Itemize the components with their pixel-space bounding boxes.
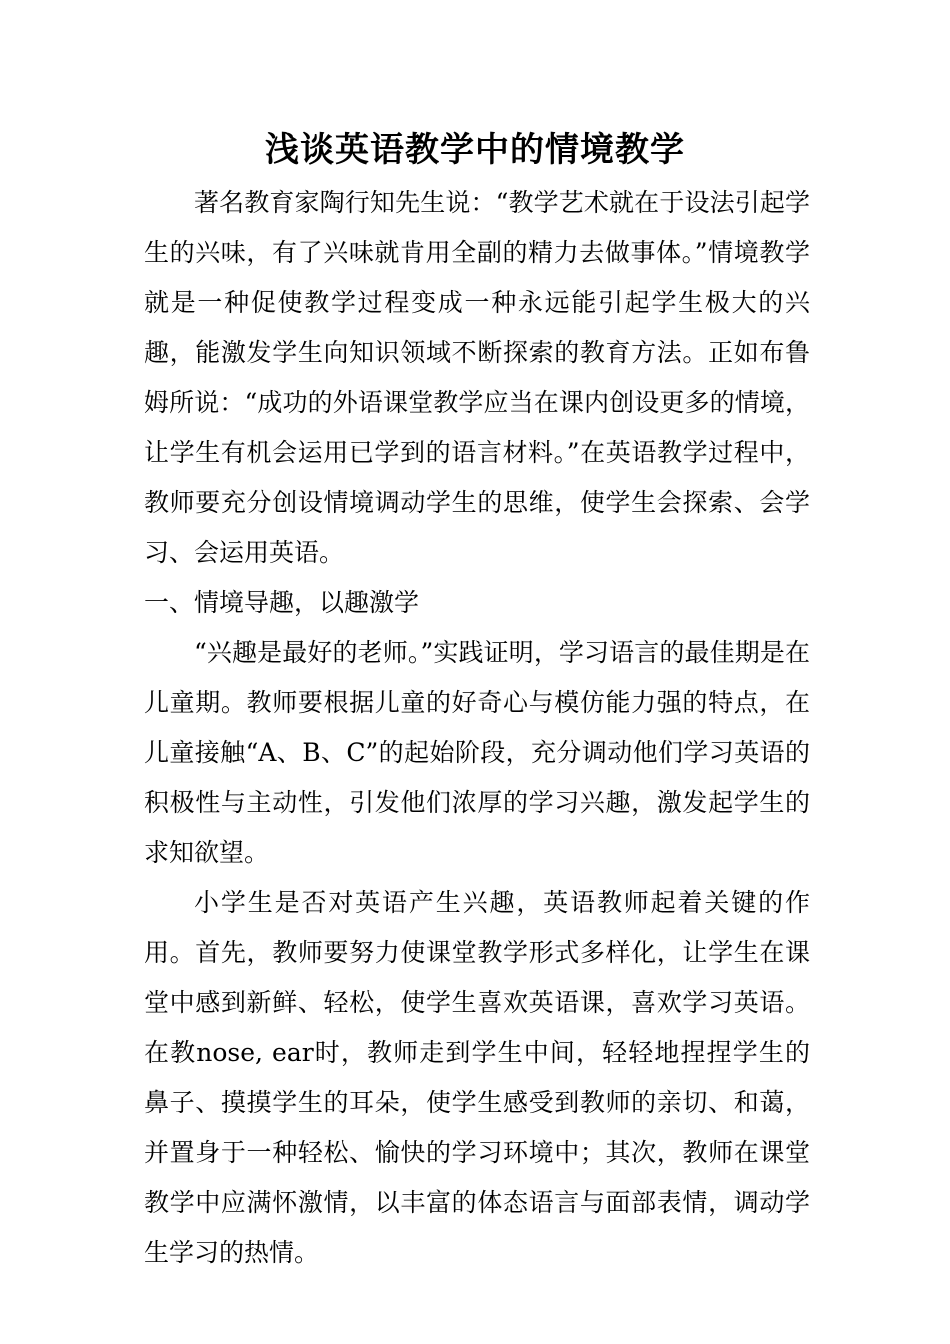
paragraph-intro: 著名教育家陶行知先生说：“教学艺术就在于设法引起学生的兴味，有了兴味就肯用全副的精力去做事体。”情境教学就是一种促使教学过程变成一种永远能引起学生极大的兴趣，能激发学生向知识领域不断探索的教育方法。正如布鲁姆所说：“成功的外语课堂教学应当在课内创设更多的情境，让学生有机会运用已学到的语言材料。”在英语教学过程中，教师要充分创设情境调动学生的思维，使学生会探索、会学习、会运用英语。 [144, 188, 810, 567]
paragraph-teacher-role: 小学生是否对英语产生兴趣，英语教师起着关键的作用。首先，教师要努力使课堂教学形式多样化，让学生在课堂中感到新鲜、轻松，使学生喜欢英语课，喜欢学习英语。在教nose, ear时，教师走到学生中间，轻轻地捏捏学生的鼻子、摸摸学生的耳朵，使学生感受到教师的亲切、和蔼，并置身于一种轻松、愉快的学习环境中；其次，教师在课堂教学中应满怀激情，以丰富的体态语言与面部表情，调动学生学习的热情。 [144, 888, 810, 1267]
document-body [144, 178, 810, 1278]
paragraph-interest: “兴趣是最好的老师。”实践证明，学习语言的最佳期是在儿童期。教师要根据儿童的好奇心与模仿能力强的特点，在儿童接触“A、B、C”的起始阶段，充分调动他们学习英语的积极性与主动性，引发他们浓厚的学习兴趣，激发起学生的求知欲望。 [144, 638, 810, 867]
document-title: 浅谈英语教学中的情境教学 [265, 130, 685, 170]
section-heading-1: 一、情境导趣，以趣激学 [144, 588, 420, 617]
